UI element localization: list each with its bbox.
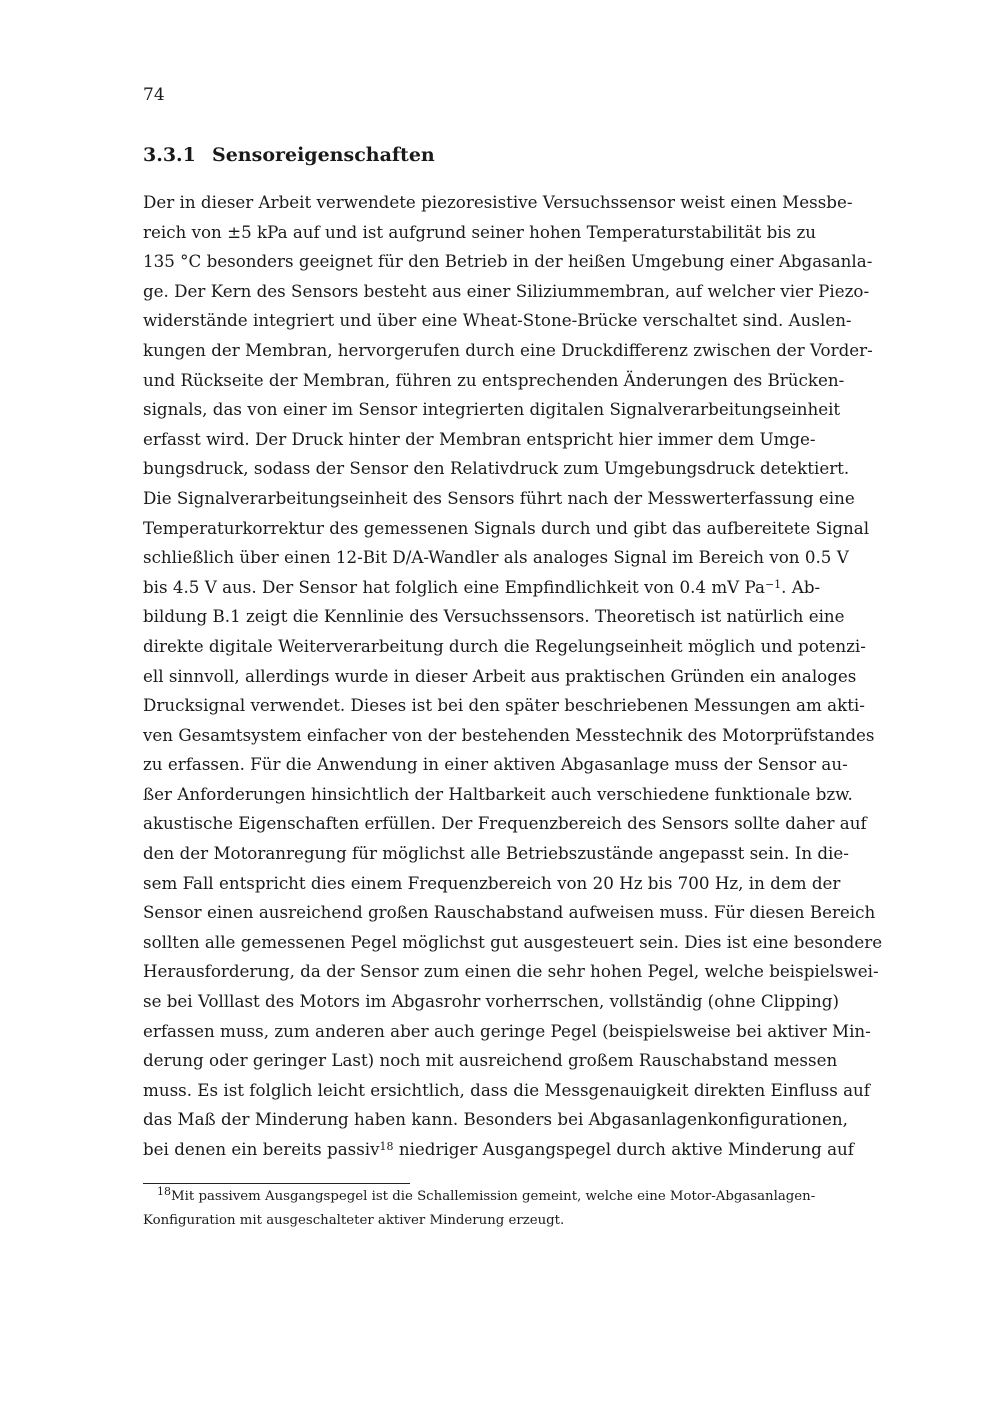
paragraph-line: ell sinnvoll, allerdings wurde in dieser Arbeit aus praktischen Gründen ein analoges (143, 665, 857, 686)
line-text-before: bis 4.5 V aus. Der Sensor hat folglich eine Empfindlichkeit von 0.4 mV Pa (143, 576, 765, 597)
paragraph-line: se bei Volllast des Motors im Abgasrohr vorherrschen, vollständig (ohne Clipping) (143, 991, 840, 1012)
paragraph-line: erfassen muss, zum anderen aber auch geringe Pegel (beispielsweise bei aktiver Min- (143, 1020, 871, 1041)
superscript-exponent: −1 (764, 577, 782, 591)
footnote-marker-wrap (143, 1185, 171, 1204)
line-text-before: bei denen ein bereits passiv (143, 1139, 380, 1159)
footnote-reference: 18 (379, 1140, 394, 1154)
paragraph-line: Der in dieser Arbeit verwendete piezoresistive Versuchssensor weist einen Messbe- (143, 192, 853, 212)
paragraph-line: Temperaturkorrektur des gemessenen Signals durch und gibt das aufbereitete Signal (143, 517, 870, 538)
line-text-after: niedriger Ausgangspegel durch aktive Minderung auf (393, 1139, 854, 1159)
paragraph-line: Die Signalverarbeitungseinheit des Sensors führt nach der Messwerterfassung eine (143, 487, 855, 508)
paragraph-line: Drucksignal verwendet. Dieses ist bei den später beschriebenen Messungen am akti- (143, 695, 865, 716)
section-number: 3.3.1 (143, 144, 196, 166)
paragraph-line: akustische Eigenschaften erfüllen. Der Frequenzbereich des Sensors sollte daher auf (143, 813, 867, 834)
paragraph-line: den der Motoranregung für möglichst alle Betriebszustände angepasst sein. In die- (143, 843, 849, 864)
body-paragraph (143, 188, 883, 1165)
paragraph-line: sem Fall entspricht dies einem Frequenzbereich von 20 Hz bis 700 Hz, in dem der (143, 872, 841, 893)
paragraph-line: ge. Der Kern des Sensors besteht aus einer Siliziummembran, auf welcher vier Piezo- (143, 280, 870, 301)
paragraph-line: signals, das von einer im Sensor integrierten digitalen Signalverarbeitungseinheit (143, 399, 841, 420)
paragraph-line: kungen der Membran, hervorgerufen durch eine Druckdifferenz zwischen der Vorder- (143, 339, 873, 360)
paragraph-line: erfasst wird. Der Druck hinter der Membran entspricht hier immer dem Umge- (143, 428, 816, 449)
paragraph-line: zu erfassen. Für die Anwendung in einer aktiven Abgasanlage muss der Sensor au- (143, 754, 848, 775)
page-number: 74 (143, 85, 165, 105)
paragraph-line: ven Gesamtsystem einfacher von der bestehenden Messtechnik des Motorprüfstandes (143, 724, 875, 745)
section-heading (143, 142, 435, 168)
footnote-marker: 18 (157, 1185, 171, 1199)
paragraph-line: schließlich über einen 12-Bit D/A-Wandler als analoges Signal im Bereich von 0.5 V (143, 547, 849, 568)
footnote-text-line-1: Mit passivem Ausgangspegel ist die Schallemission gemeint, welche eine Motor-Abgasanlagen- (171, 1189, 816, 1204)
paragraph-line: Sensor einen ausreichend großen Rauschabstand aufweisen muss. Für diesen Bereich (143, 902, 876, 923)
section-title: Sensoreigenschaften (212, 144, 435, 166)
paragraph-line: widerstände integriert und über eine Wheat-Stone-Brücke verschaltet sind. Auslen- (143, 310, 852, 331)
paragraph-line: ßer Anforderungen hinsichtlich der Haltbarkeit auch verschiedene funktionale bzw. (143, 783, 853, 804)
paragraph-line-with-footnote-ref (143, 1135, 854, 1165)
paragraph-line: direkte digitale Weiterverarbeitung durch die Regelungseinheit möglich und potenzi- (143, 635, 866, 656)
footnote-text-line-2: Konfiguration mit ausgeschalteter aktiver Minderung erzeugt. (143, 1213, 565, 1228)
paragraph-line: muss. Es ist folglich leicht ersichtlich, dass die Messgenauigkeit direkten Einfluss auf (143, 1079, 870, 1100)
footnote (143, 1185, 816, 1233)
paragraph-line-with-superscript (143, 573, 821, 603)
footnote-separator (143, 1183, 410, 1184)
paragraph-line: Herausforderung, da der Sensor zum einen die sehr hohen Pegel, welche beispielswei- (143, 961, 879, 982)
paragraph-line: 135 °C besonders geeignet für den Betrieb in der heißen Umgebung einer Abgasanla- (143, 251, 873, 272)
paragraph-line: reich von ±5 kPa auf und ist aufgrund seiner hohen Temperaturstabilität bis zu (143, 221, 817, 242)
line-text-after: . Ab- (781, 576, 821, 597)
paragraph-line: und Rückseite der Membran, führen zu entsprechenden Änderungen des Brücken- (143, 369, 845, 390)
paragraph-line: das Maß der Minderung haben kann. Besonders bei Abgasanlagenkonfigurationen, (143, 1109, 848, 1130)
paragraph-line: derung oder geringer Last) noch mit ausreichend großem Rauschabstand messen (143, 1050, 838, 1071)
paragraph-line: bildung B.1 zeigt die Kennlinie des Versuchssensors. Theoretisch ist natürlich eine (143, 606, 845, 627)
footnote-line (143, 1185, 816, 1209)
paragraph-line: sollten alle gemessenen Pegel möglichst gut ausgesteuert sein. Dies ist eine besondere (143, 931, 883, 952)
paragraph-line: bungsdruck, sodass der Sensor den Relativdruck zum Umgebungsdruck detektiert. (143, 458, 850, 479)
